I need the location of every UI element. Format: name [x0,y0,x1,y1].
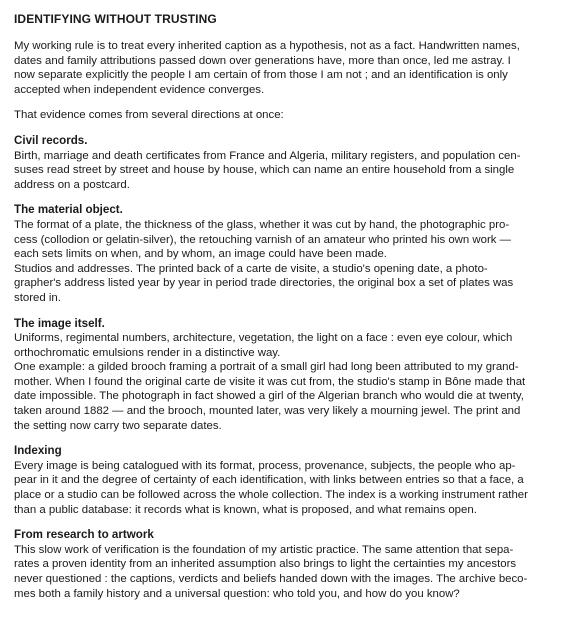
body-line: Studios and addresses. The printed back of a carte de visite, a studio's opening date, a photo- [14,262,488,275]
body-line: pear in it and the degree of certainty of each identification, with links between entries so that a face, a [14,474,524,487]
document-title: IDENTIFYING WITHOUT TRUSTING [14,12,217,26]
body-line: grapher's address listed year by year in period trade directories, the original box a set of plates was [14,277,514,290]
body-line: orthochromatic emulsions render in a distinctive way. [14,346,281,359]
section-body [14,543,564,601]
body-line: cess (collodion or gelatin-silver), the retouching varnish of an amateur who printed his own work — [14,233,511,246]
body-line: each sets limits on when, and by whom, an image could have been made. [14,248,387,261]
section-body [14,218,564,306]
section-material-object [14,203,564,305]
section-body [14,149,564,193]
body-line: Uniforms, regimental numbers, architecture, vegetation, the light on a face : even eye colour, which [14,332,513,345]
body-line: Every image is being catalogued with its format, process, provenance, subjects, the people who ap- [14,459,516,472]
section-research-to-artwork [14,528,564,601]
body-line: suses read street by street and house by house, which can name an entire household from a single [14,164,515,177]
body-line: the setting now carry two separate dates. [14,419,222,432]
body-line: Birth, marriage and death certificates from France and Algeria, military registers, and population cen- [14,149,521,162]
body-line: rates a proven identity from an inherited assumption also brings to light the certainties my ancestors [14,558,517,571]
body-line: address on a postcard. [14,178,130,191]
intro-line: accepted when independent evidence converges. [14,83,265,96]
body-line: This slow work of verification is the foundation of my artistic practice. The same attention that sepa- [14,543,514,556]
lead-paragraph: That evidence comes from several directions at once: [14,109,284,122]
section-image-itself [14,317,564,434]
body-line: date impossible. The photograph in fact showed a girl of the Algerian branch who would die at twenty, [14,390,524,403]
section-heading: Civil records. [14,133,88,147]
body-line: mes both a family history and a universal question: who told you, and how do you know? [14,587,460,600]
body-line: stored in. [14,291,61,304]
section-civil-records [14,134,564,192]
section-indexing [14,444,564,517]
body-line: place or a studio can be followed across the whole collection. The index is a working instrument rather [14,489,528,502]
body-line: never questioned : the captions, verdicts and beliefs handed down with the images. The archive beco- [14,573,528,585]
intro-paragraph [14,39,564,97]
section-body [14,331,564,433]
section-heading: From research to artwork [14,528,154,542]
intro-line: dates and family attributions passed down over generations have, more than once, led me astray. I [14,54,511,67]
body-line: taken around 1882 — and the brooch, mounted later, was very likely a mourning jewel. The print and [14,405,521,418]
body-line: The format of a plate, the thickness of the glass, whether it was cut by hand, the photographic pro- [14,218,510,231]
intro-line: now separate explicitly the people I am certain of from those I am not ; and an identification is only [14,69,508,82]
section-heading: The image itself. [14,316,105,330]
body-line: than a public database: it records what is known, what is proposed, and what remains open. [14,503,477,516]
section-heading: The material object. [14,203,123,217]
intro-line: My working rule is to treat every inherited caption as a hypothesis, not as a fact. Handwritten names, [14,40,520,52]
section-body [14,459,564,517]
section-heading: Indexing [14,444,62,458]
body-line: mother. When I found the original carte de visite it was cut from, the studio's stamp in Bône made that [14,375,526,388]
body-line: One example: a gilded brooch framing a portrait of a small girl had long been attributed to my grand- [14,361,519,374]
